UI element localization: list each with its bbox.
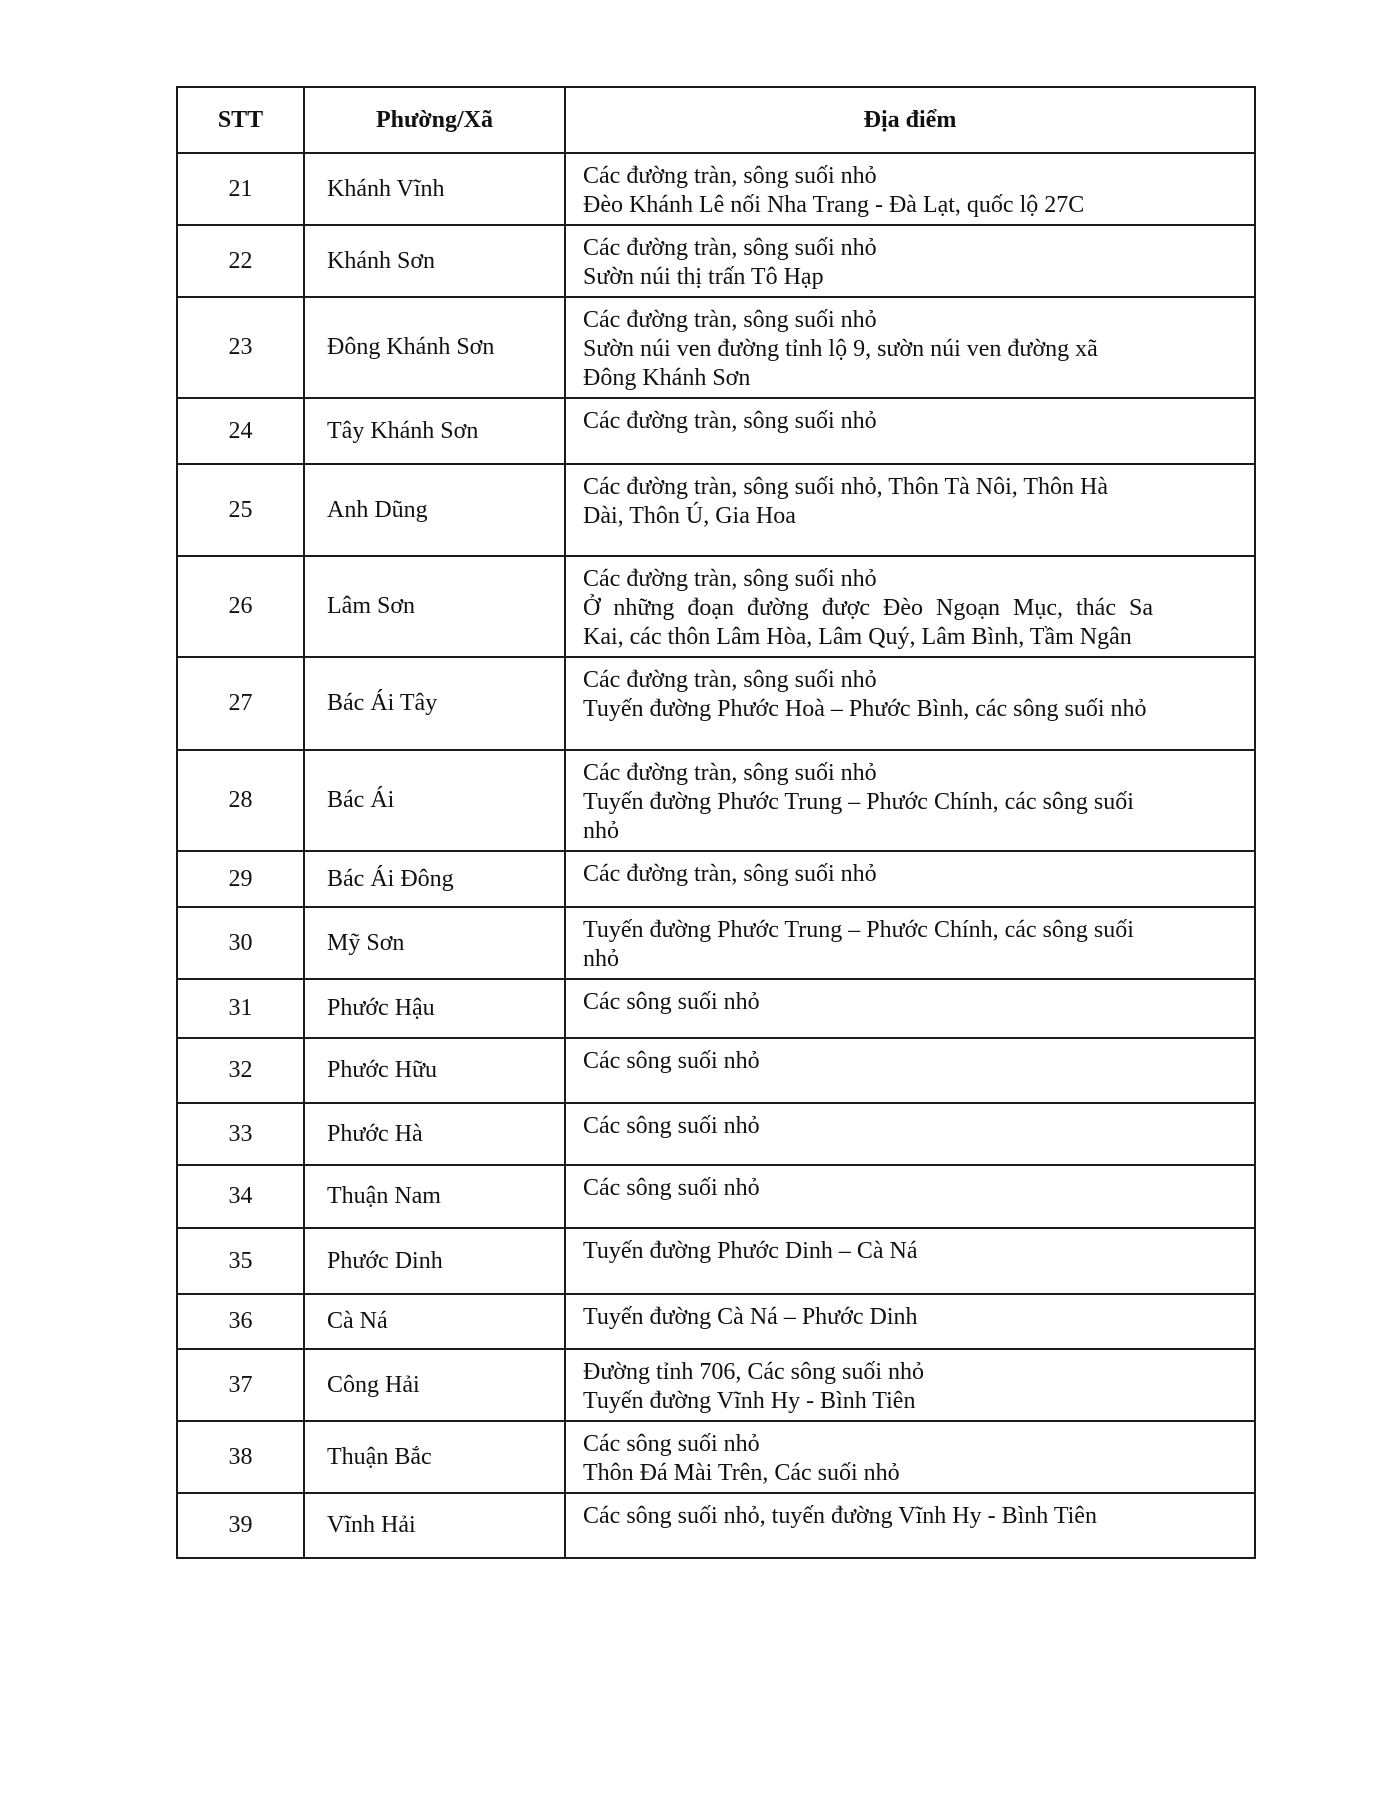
location-line: Các sông suối nhỏ: [583, 989, 760, 1015]
ward-cell: Anh Dũng: [304, 464, 565, 556]
table-row: [177, 1038, 1255, 1103]
location-line: nhỏ: [583, 946, 619, 972]
table-row: [177, 1228, 1255, 1294]
location-cell: [565, 1038, 1255, 1103]
location-cell: [565, 907, 1255, 979]
stt-cell: 38: [177, 1421, 304, 1493]
location-cell: [565, 464, 1255, 556]
ward-cell: Phước Dinh: [304, 1228, 565, 1294]
location-line: Các đường tràn, sông suối nhỏ, Thôn Tà Nôi, Thôn Hà: [583, 474, 1108, 500]
location-line: Các sông suối nhỏ, tuyến đường Vĩnh Hy - Bình Tiên: [583, 1503, 1097, 1529]
location-line: Tuyến đường Phước Dinh – Cà Ná: [583, 1238, 918, 1264]
location-line: Tuyến đường Vĩnh Hy - Bình Tiên: [583, 1388, 916, 1414]
stt-cell: 34: [177, 1165, 304, 1228]
location-cell: [565, 556, 1255, 657]
ward-cell: Đông Khánh Sơn: [304, 297, 565, 398]
stt-cell: 33: [177, 1103, 304, 1165]
ward-cell: Khánh Sơn: [304, 225, 565, 297]
table-row: [177, 398, 1255, 464]
location-cell: [565, 1493, 1255, 1558]
table-row: [177, 657, 1255, 750]
stt-cell: 26: [177, 556, 304, 657]
location-line: Các đường tràn, sông suối nhỏ: [583, 667, 877, 693]
table-row: [177, 1294, 1255, 1349]
location-cell: [565, 1349, 1255, 1421]
table-row: [177, 225, 1255, 297]
location-line: Dài, Thôn Ú, Gia Hoa: [583, 503, 796, 529]
stt-cell: 37: [177, 1349, 304, 1421]
ward-cell: Phước Hà: [304, 1103, 565, 1165]
table-row: [177, 851, 1255, 907]
stt-cell: 28: [177, 750, 304, 851]
ward-cell: Tây Khánh Sơn: [304, 398, 565, 464]
table-row: [177, 464, 1255, 556]
location-cell: [565, 750, 1255, 851]
stt-cell: 23: [177, 297, 304, 398]
stt-cell: 25: [177, 464, 304, 556]
table-header-row: [177, 87, 1255, 153]
location-cell: [565, 657, 1255, 750]
location-line: Các đường tràn, sông suối nhỏ: [583, 408, 877, 434]
location-line: Các đường tràn, sông suối nhỏ: [583, 307, 877, 333]
ward-cell: Thuận Nam: [304, 1165, 565, 1228]
header-ward: Phường/Xã: [304, 87, 565, 153]
location-cell: [565, 1421, 1255, 1493]
table-row: [177, 297, 1255, 398]
location-cell: [565, 979, 1255, 1038]
location-line: Các đường tràn, sông suối nhỏ: [583, 235, 877, 261]
location-line: Tuyến đường Phước Trung – Phước Chính, các sông suối: [583, 789, 1134, 815]
stt-cell: 32: [177, 1038, 304, 1103]
table-row: [177, 1421, 1255, 1493]
table-row: [177, 979, 1255, 1038]
ward-cell: Phước Hữu: [304, 1038, 565, 1103]
stt-cell: 36: [177, 1294, 304, 1349]
ward-cell: Công Hải: [304, 1349, 565, 1421]
stt-cell: 27: [177, 657, 304, 750]
ward-cell: Bác Ái Tây: [304, 657, 565, 750]
location-line: Các sông suối nhỏ: [583, 1431, 760, 1457]
location-cell: [565, 1103, 1255, 1165]
ward-cell: Phước Hậu: [304, 979, 565, 1038]
location-cell: [565, 297, 1255, 398]
location-cell: [565, 1228, 1255, 1294]
location-line: Sườn núi ven đường tỉnh lộ 9, sườn núi ven đường xã: [583, 336, 1098, 362]
table-row: [177, 1165, 1255, 1228]
location-cell: [565, 1165, 1255, 1228]
stt-cell: 31: [177, 979, 304, 1038]
location-line: Đèo Khánh Lê nối Nha Trang - Đà Lạt, quốc lộ 27C: [583, 192, 1085, 218]
location-line: Các sông suối nhỏ: [583, 1175, 760, 1201]
location-cell: [565, 225, 1255, 297]
location-line: Tuyến đường Phước Hoà – Phước Bình, các sông suối nhỏ: [583, 696, 1147, 722]
location-line: Ở những đoạn đường được Đèo Ngoạn Mục, thác Sa: [583, 595, 1153, 621]
location-cell: [565, 851, 1255, 907]
table-row: [177, 1103, 1255, 1165]
location-line: Tuyến đường Cà Ná – Phước Dinh: [583, 1304, 918, 1330]
location-line: Tuyến đường Phước Trung – Phước Chính, các sông suối: [583, 917, 1134, 943]
header-location: Địa điểm: [565, 87, 1255, 153]
ward-cell: Lâm Sơn: [304, 556, 565, 657]
ward-cell: Thuận Bắc: [304, 1421, 565, 1493]
location-line: Các sông suối nhỏ: [583, 1113, 760, 1139]
ward-locations-table: [176, 86, 1256, 1559]
location-line: Các sông suối nhỏ: [583, 1048, 760, 1074]
stt-cell: 21: [177, 153, 304, 225]
table-row: [177, 1493, 1255, 1558]
location-line: Sườn núi thị trấn Tô Hạp: [583, 264, 824, 290]
table-body: [177, 153, 1255, 1558]
stt-cell: 29: [177, 851, 304, 907]
stt-cell: 39: [177, 1493, 304, 1558]
stt-cell: 24: [177, 398, 304, 464]
location-cell: [565, 398, 1255, 464]
location-line: Các đường tràn, sông suối nhỏ: [583, 163, 877, 189]
ward-cell: Cà Ná: [304, 1294, 565, 1349]
location-line: Kai, các thôn Lâm Hòa, Lâm Quý, Lâm Bình, Tầm Ngân: [583, 624, 1132, 650]
table-row: [177, 750, 1255, 851]
stt-cell: 30: [177, 907, 304, 979]
location-cell: [565, 1294, 1255, 1349]
ward-cell: Bác Ái Đông: [304, 851, 565, 907]
ward-cell: Vĩnh Hải: [304, 1493, 565, 1558]
stt-cell: 35: [177, 1228, 304, 1294]
location-line: nhỏ: [583, 818, 619, 844]
ward-cell: Khánh Vĩnh: [304, 153, 565, 225]
location-line: Thôn Đá Mài Trên, Các suối nhỏ: [583, 1460, 900, 1486]
location-line: Đông Khánh Sơn: [583, 365, 751, 391]
location-line: Các đường tràn, sông suối nhỏ: [583, 566, 877, 592]
stt-cell: 22: [177, 225, 304, 297]
table-row: [177, 907, 1255, 979]
table-row: [177, 153, 1255, 225]
ward-cell: Bác Ái: [304, 750, 565, 851]
table-row: [177, 1349, 1255, 1421]
table-row: [177, 556, 1255, 657]
location-line: Các đường tràn, sông suối nhỏ: [583, 861, 877, 887]
ward-cell: Mỹ Sơn: [304, 907, 565, 979]
header-stt: STT: [177, 87, 304, 153]
location-cell: [565, 153, 1255, 225]
location-line: Đường tỉnh 706, Các sông suối nhỏ: [583, 1359, 925, 1385]
location-line: Các đường tràn, sông suối nhỏ: [583, 760, 877, 786]
